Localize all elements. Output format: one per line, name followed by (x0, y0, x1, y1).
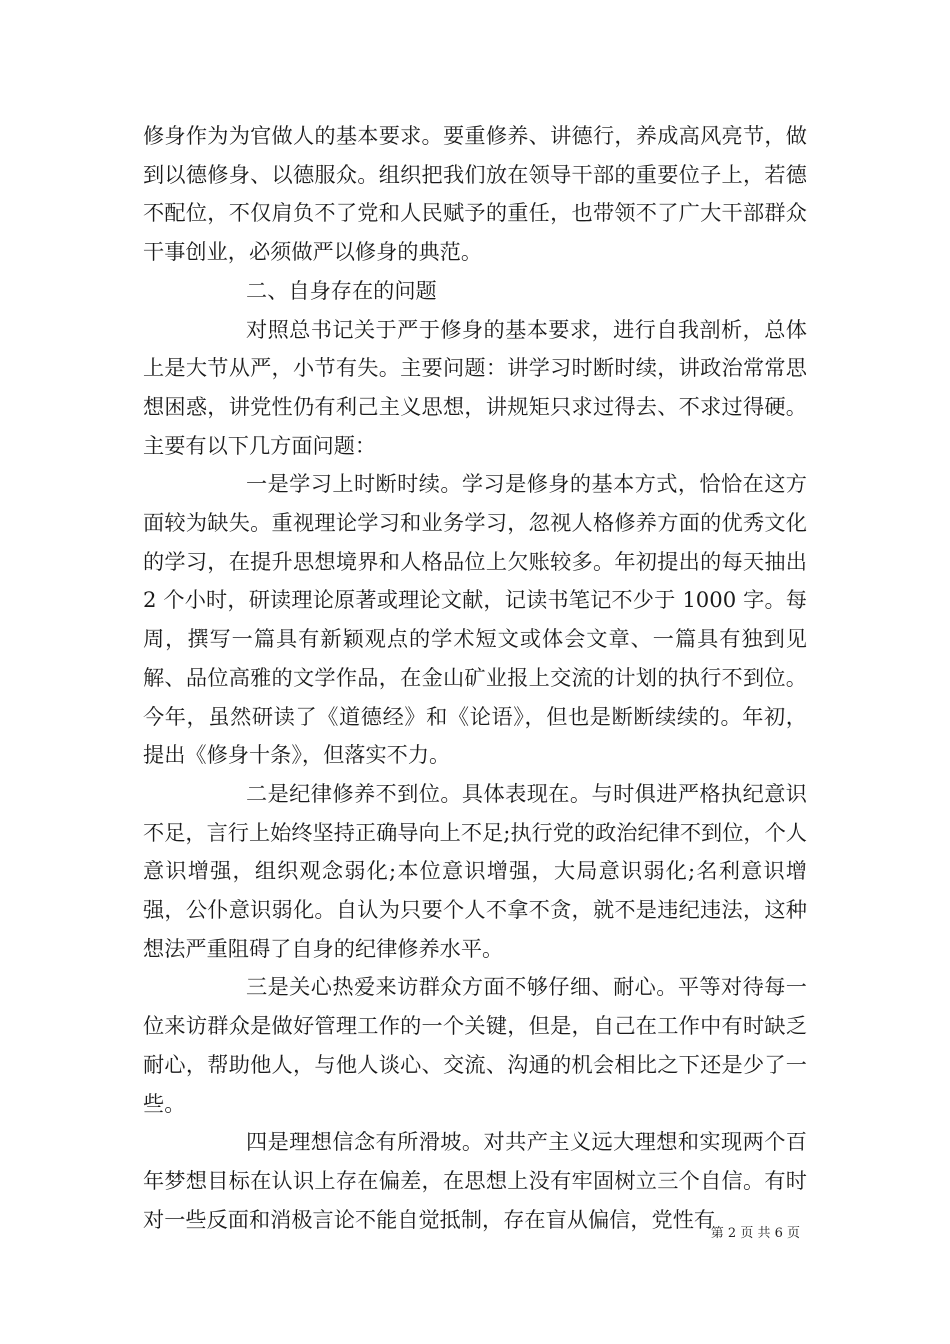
document-body (143, 117, 807, 1239)
page-number-indicator: 第 2 页 共 6 页 (710, 1226, 800, 1241)
page-footer (0, 1225, 800, 1243)
paragraph-problem-visitors: 三是关心热爱来访群众方面不够仔细、耐心。平等对待每一位来访群众是做好管理工作的一个关键，但是，自己在工作中有时缺乏耐心，帮助他人，与他人谈心、交流、沟通的机会相比之下还是少了一些。 (143, 974, 807, 1116)
paragraph-problem-study: 一是学习上时断时续。学习是修身的基本方式，恰恰在这方面较为缺失。重视理论学习和业务学习，忽视人格修养方面的优秀文化的学习，在提升思想境界和人格品位上欠账较多。年初提出的每天抽出 2 个小时，研读理论原著或理论文献，记读书笔记不少于 1000 字。每周，撰写一篇具有新颖观点的学术短文或体会文章、一篇具有独到见解、品位高雅的文学作品，在金山矿业报上交流的计划的执行不到位。今年，虽然研读了《道德经》和《论语》，但也是断断续续的。年初，提出《修身十条》，但落实不力。 (143, 471, 807, 768)
section-heading-problems: 二、自身存在的问题 (246, 277, 437, 303)
paragraph-problem-discipline: 二是纪律修养不到位。具体表现在。与时俱进严格执纪意识不足，言行上始终坚持正确导向上不足;执行党的政治纪律不到位，个人意识增强，组织观念弱化;本位意识增强，大局意识弱化;名利意识增强，公仆意识弱化。自认为只要个人不拿不贪，就不是违纪违法，这种想法严重阻碍了自身的纪律修养水平。 (143, 780, 807, 961)
paragraph-self-analysis: 对照总书记关于严于修身的基本要求，进行自我剖析，总体上是大节从严，小节有失。主要问题：讲学习时断时续，讲政治常常思想困惑，讲党性仍有利己主义思想，讲规矩只求过得去、不求过得硬。主要有以下几方面问题： (143, 316, 807, 458)
paragraph-problem-ideals: 四是理想信念有所滑坡。对共产主义远大理想和实现两个百年梦想目标在认识上存在偏差，在思想上没有牢固树立三个自信。有时对一些反面和消极言论不能自觉抵制，存在盲从偏信，党性有 (143, 1129, 807, 1232)
paragraph-self-cultivation: 修身作为为官做人的基本要求。要重修养、讲德行，养成高风亮节，做到以德修身、以德服众。组织把我们放在领导干部的重要位子上，若德不配位，不仅肩负不了党和人民赋予的重任，也带领不了广大干部群众干事创业，必须做严以修身的典范。 (143, 123, 807, 265)
